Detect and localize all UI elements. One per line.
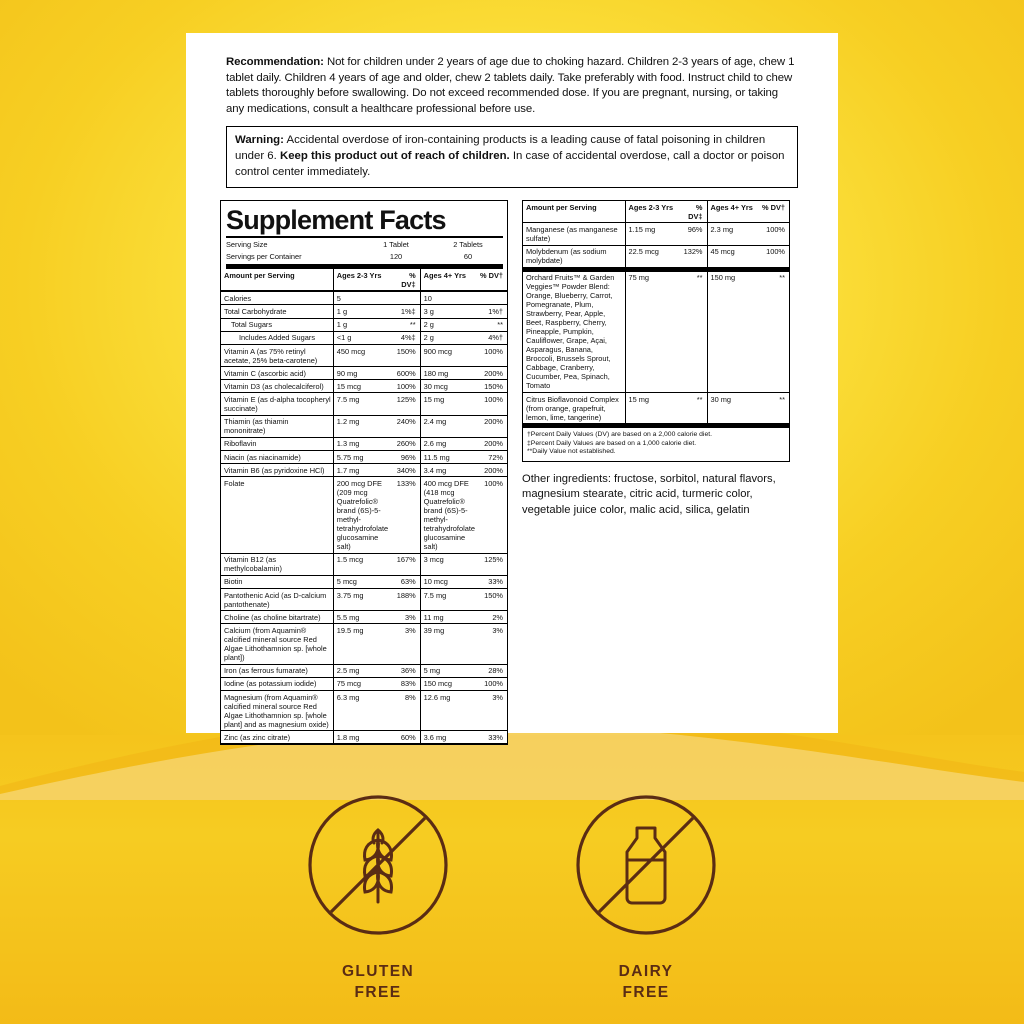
badge-gluten-free-line2: FREE [354, 984, 402, 1001]
table-header-row [221, 269, 507, 291]
nutrient-value: 2.3 mg [707, 223, 759, 245]
table-header-cell: % DV† [477, 269, 507, 291]
nutrient-value: 100% [477, 344, 507, 366]
nutrient-value: 1.2 mg [333, 415, 390, 437]
nutrient-value: 200 mcg DFE (209 mcg Quatrefolic® brand (6S)-5-methyl-tetrahydrofolate glucosamine salt) [333, 477, 390, 553]
nutrient-value: 3.4 mg [420, 464, 477, 477]
nutrient-value: 33% [477, 575, 507, 588]
table-header-cell: % DV‡ [390, 269, 420, 291]
nutrient-value: 30 mg [707, 392, 759, 425]
wheat-no-icon [303, 790, 453, 940]
table-row [523, 245, 789, 269]
nutrient-value: 3.6 mg [420, 731, 477, 744]
nutrient-name: Calcium (from Aquamin® calcified mineral source Red Algae Lithothamnion sp. [whole plant]) [221, 624, 333, 664]
nutrient-value: 30 mcg [420, 380, 477, 393]
nutrient-value: 600% [390, 367, 420, 380]
nutrient-value: 133% [390, 477, 420, 553]
nutrient-name: Biotin [221, 575, 333, 588]
nutrient-value: 7.5 mg [420, 588, 477, 610]
nutrient-value: 1 g [333, 318, 390, 331]
nutrient-value: 7.5 mg [333, 393, 390, 415]
table-header-cell: Ages 2-3 Yrs [625, 201, 677, 223]
table-row [221, 553, 507, 575]
nutrient-value: 11 mg [420, 611, 477, 624]
badge-gluten-free [303, 790, 453, 1003]
nutrient-value: 240% [390, 415, 420, 437]
nutrient-name: Total Sugars [221, 318, 333, 331]
nutrient-value: 96% [390, 451, 420, 464]
nutrient-value: 11.5 mg [420, 451, 477, 464]
footnote-1: ‡Percent Daily Values are based on a 1,000 calorie diet. [527, 439, 697, 447]
nutrient-value: 150 mg [707, 269, 759, 392]
nutrient-name: Niacin (as niacinamide) [221, 451, 333, 464]
nutrient-value: 2.4 mg [420, 415, 477, 437]
nutrient-name: Iodine (as potassium iodide) [221, 677, 333, 690]
nutrient-value: 400 mcg DFE (418 mcg Quatrefolic® brand (6S)-5-methyl-tetrahydrofolate glucosamine salt) [420, 477, 477, 553]
table-header-cell: % DV† [759, 201, 789, 223]
supplement-facts-continued-box [522, 200, 790, 462]
nutrient-value: 60% [390, 731, 420, 744]
nutrient-name: Includes Added Sugars [221, 331, 333, 344]
table-row [221, 624, 507, 664]
nutrient-value: 15 mg [625, 392, 677, 425]
table-header-cell: % DV‡ [677, 201, 707, 223]
nutrient-value: 100% [477, 477, 507, 553]
nutrient-value: 3 mcg [420, 553, 477, 575]
nutrient-value: 100% [759, 223, 789, 245]
nutrient-value: 1.7 mg [333, 464, 390, 477]
nutrient-value: 3% [477, 624, 507, 664]
nutrient-value: 6.3 mg [333, 690, 390, 730]
nutrient-value: 150% [477, 380, 507, 393]
nutrient-value: 2.5 mg [333, 664, 390, 677]
nutrient-value: 3% [390, 611, 420, 624]
nutrient-value: 2 g [420, 331, 477, 344]
nutrient-name: Citrus Bioflavonoid Complex (from orange, grapefruit, lemon, lime, tangerine) [523, 392, 625, 425]
nutrient-name: Pantothenic Acid (as D-calcium pantothenate) [221, 588, 333, 610]
nutrient-value: ** [477, 318, 507, 331]
serving-size-value-1: 1 Tablet [383, 240, 409, 250]
nutrient-value: 188% [390, 588, 420, 610]
nutrient-name: Riboflavin [221, 437, 333, 450]
nutrient-value: 10 mcg [420, 575, 477, 588]
table-row [221, 305, 507, 318]
nutrient-value: 96% [677, 223, 707, 245]
nutrient-value: 2% [477, 611, 507, 624]
nutrient-value [390, 291, 420, 305]
nutrient-value: 5 mcg [333, 575, 390, 588]
serving-size-label: Serving Size [226, 240, 268, 250]
nutrient-value: 45 mcg [707, 245, 759, 269]
nutrient-value: 180 mg [420, 367, 477, 380]
nutrient-value: 10 [420, 291, 477, 305]
table-header-cell: Ages 2-3 Yrs [333, 269, 390, 291]
table-row [221, 477, 507, 553]
table-header-cell: Ages 4+ Yrs [420, 269, 477, 291]
nutrient-name: Vitamin D3 (as cholecalciferol) [221, 380, 333, 393]
nutrient-value: 900 mcg [420, 344, 477, 366]
supplement-facts-box [220, 200, 508, 745]
badge-dairy-free-line2: FREE [622, 984, 670, 1001]
nutrient-value: 90 mg [333, 367, 390, 380]
table-row [221, 731, 507, 744]
nutrient-value: 1.8 mg [333, 731, 390, 744]
nutrient-value: 200% [477, 415, 507, 437]
nutrient-name: Vitamin E (as d-alpha tocopheryl succinate) [221, 393, 333, 415]
servings-value-1: 120 [389, 251, 403, 261]
table-row [221, 380, 507, 393]
supplement-facts-area [220, 200, 798, 745]
warning-bold-2: Keep this product out of reach of children. [279, 149, 510, 162]
supplement-facts-left-column [220, 200, 508, 745]
warning-part-1: Accidental overdose of iron-containing products is a leading cause of fatal poisoning in children under 6. [235, 134, 766, 162]
table-row [221, 437, 507, 450]
nutrient-value: 3% [477, 690, 507, 730]
nutrient-value: 2 g [420, 318, 477, 331]
table-row [221, 291, 507, 305]
nutrient-name: Vitamin C (ascorbic acid) [221, 367, 333, 380]
nutrient-value: 8% [390, 690, 420, 730]
nutrient-value: 22.5 mcg [625, 245, 677, 269]
nutrient-value: 450 mcg [333, 344, 390, 366]
nutrients-table-right [523, 201, 789, 428]
nutrient-value: ** [677, 269, 707, 392]
nutrient-name: Vitamin B12 (as methylcobalamin) [221, 553, 333, 575]
nutrient-value: 100% [390, 380, 420, 393]
nutrient-value: 150% [477, 588, 507, 610]
nutrient-value: 100% [477, 677, 507, 690]
recommendation-body: Not for children under 2 years of age due to choking hazard. Children 2-3 years of age, chew 1 tablet daily. Children 4 years of age and older, chew 2 tablets daily. Take preferably with food. Instruct child to chew tablets thoroughly before swallowing. Do not exceed recommended dose. If you are pregnant, nursing, or taking any medications, consult a healthcare professional before use. [226, 56, 795, 115]
nutrient-name: Orchard Fruits™ & Garden Veggies™ Powder Blend: Orange, Blueberry, Carrot, Pomegranate, Plum, Strawberry, Pear, Apple, Beet, Raspberry, Cherry, Pineapple, Pumpkin, Cauliflower, Grape, Açai, Asparagus, Banana, Broccoli, Brussels Sprout, Cabbage, Cranberry, Cucumber, Pea, Spinach, Tomato [523, 269, 625, 392]
table-header-cell: Amount per Serving [523, 201, 625, 223]
nutrient-name: Calories [221, 291, 333, 305]
table-row [221, 393, 507, 415]
table-row [221, 318, 507, 331]
nutrient-value: 63% [390, 575, 420, 588]
nutrient-name: Zinc (as zinc citrate) [221, 731, 333, 744]
servings-per-container-row [221, 252, 507, 263]
serving-size-value-2: 2 Tablets [453, 240, 483, 250]
warning-part-3: In case of accidental overdose, call a doctor or poison control center immediately. [235, 149, 785, 178]
table-row [221, 575, 507, 588]
table-row [221, 451, 507, 464]
nutrient-name: Vitamin A (as 75% retinyl acetate, 25% beta-carotene) [221, 344, 333, 366]
nutrient-value: 132% [677, 245, 707, 269]
servings-label: Servings per Container [226, 251, 302, 261]
nutrient-value: 12.6 mg [420, 690, 477, 730]
nutrient-value: ** [759, 392, 789, 425]
nutrient-value: 1.5 mcg [333, 553, 390, 575]
nutrient-value: 260% [390, 437, 420, 450]
nutrient-name: Manganese (as manganese sulfate) [523, 223, 625, 245]
table-row [221, 415, 507, 437]
nutrient-value: 33% [477, 731, 507, 744]
nutrient-name: Magnesium (from Aquamin® calcified mineral source Red Algae Lithothamnion sp. [whole plant] and as magnesium oxide) [221, 690, 333, 730]
nutrient-name: Molybdenum (as sodium molybdate) [523, 245, 625, 269]
table-row [221, 677, 507, 690]
nutrients-table-left [221, 269, 507, 744]
nutrient-name: Total Carbohydrate [221, 305, 333, 318]
recommendation-label: Recommendation: [226, 56, 324, 68]
nutrient-value: 72% [477, 451, 507, 464]
table-header-cell: Ages 4+ Yrs [707, 201, 759, 223]
nutrient-value: 28% [477, 664, 507, 677]
nutrient-value: 19.5 mg [333, 624, 390, 664]
nutrient-name: Choline (as choline bitartrate) [221, 611, 333, 624]
nutrient-value: 200% [477, 437, 507, 450]
recommendation-text [186, 33, 838, 117]
servings-value-2: 60 [463, 251, 473, 261]
nutrient-value: 1.3 mg [333, 437, 390, 450]
nutrient-value: 3.75 mg [333, 588, 390, 610]
nutrient-value: 5.5 mg [333, 611, 390, 624]
table-row [221, 367, 507, 380]
footnote-0: †Percent Daily Values (DV) are based on a 2,000 calorie diet. [527, 431, 713, 439]
nutrient-value: 83% [390, 677, 420, 690]
footnote-2: **Daily Value not established. [527, 448, 616, 456]
table-row [221, 464, 507, 477]
product-label-panel [186, 33, 838, 742]
badge-dairy-free [571, 790, 721, 1003]
badge-gluten-free-line1: GLUTEN [341, 963, 415, 980]
warning-box [226, 126, 798, 188]
nutrient-value: 15 mg [420, 393, 477, 415]
nutrient-name: Iron (as ferrous fumarate) [221, 664, 333, 677]
nutrient-value: 36% [390, 664, 420, 677]
nutrient-value: 100% [759, 245, 789, 269]
supplement-facts-right-column [522, 200, 790, 518]
nutrient-value: 150 mcg [420, 677, 477, 690]
nutrient-value: 4%† [477, 331, 507, 344]
nutrient-value: 125% [477, 553, 507, 575]
table-row [221, 611, 507, 624]
badge-row [0, 790, 1024, 1003]
nutrient-value: 1%† [477, 305, 507, 318]
nutrient-value: 2.6 mg [420, 437, 477, 450]
nutrient-value: 15 mcg [333, 380, 390, 393]
nutrient-value: 3% [390, 624, 420, 664]
nutrient-value: 5 mg [420, 664, 477, 677]
badge-dairy-free-line1: DAIRY [618, 963, 674, 980]
nutrient-value: 200% [477, 464, 507, 477]
nutrient-value: 200% [477, 367, 507, 380]
table-row [523, 223, 789, 245]
nutrient-value: 3 g [420, 305, 477, 318]
nutrient-value: 1 g [333, 305, 390, 318]
supplement-facts-title: Supplement Facts [226, 205, 446, 236]
serving-size-row [221, 238, 507, 251]
nutrient-value: 4%‡ [390, 331, 420, 344]
table-row [221, 344, 507, 366]
nutrient-value: 1.15 mg [625, 223, 677, 245]
table-row [221, 690, 507, 730]
nutrient-value: 5 [333, 291, 390, 305]
nutrient-value: 340% [390, 464, 420, 477]
table-row [221, 588, 507, 610]
nutrient-value: 125% [390, 393, 420, 415]
nutrient-value: 75 mg [625, 269, 677, 392]
table-row [523, 269, 789, 392]
milk-bottle-no-icon [571, 790, 721, 940]
nutrient-name: Vitamin B6 (as pyridoxine HCl) [221, 464, 333, 477]
nutrient-value: ** [390, 318, 420, 331]
nutrient-value [477, 291, 507, 305]
footnotes [523, 428, 789, 461]
nutrient-value: 1%‡ [390, 305, 420, 318]
badge-gluten-free-caption [303, 961, 453, 1003]
warning-label: Warning: [235, 134, 284, 147]
nutrient-value: 5.75 mg [333, 451, 390, 464]
nutrient-name: Thiamin (as thiamin mononitrate) [221, 415, 333, 437]
nutrient-value: ** [677, 392, 707, 425]
table-header-row [523, 201, 789, 223]
nutrient-value: 39 mg [420, 624, 477, 664]
table-row [221, 331, 507, 344]
nutrient-value: <1 g [333, 331, 390, 344]
nutrient-value: ** [759, 269, 789, 392]
nutrient-value: 100% [477, 393, 507, 415]
nutrient-value: 150% [390, 344, 420, 366]
table-header-cell: Amount per Serving [221, 269, 333, 291]
other-ingredients: Other ingredients: fructose, sorbitol, natural flavors, magnesium stearate, citric acid, turmeric color, vegetable juice color, malic acid, silica, gelatin [522, 472, 776, 516]
nutrient-value: 167% [390, 553, 420, 575]
nutrient-value: 75 mcg [333, 677, 390, 690]
table-row [221, 664, 507, 677]
table-row [523, 392, 789, 425]
badge-dairy-free-caption [571, 961, 721, 1003]
nutrient-name: Folate [221, 477, 333, 553]
